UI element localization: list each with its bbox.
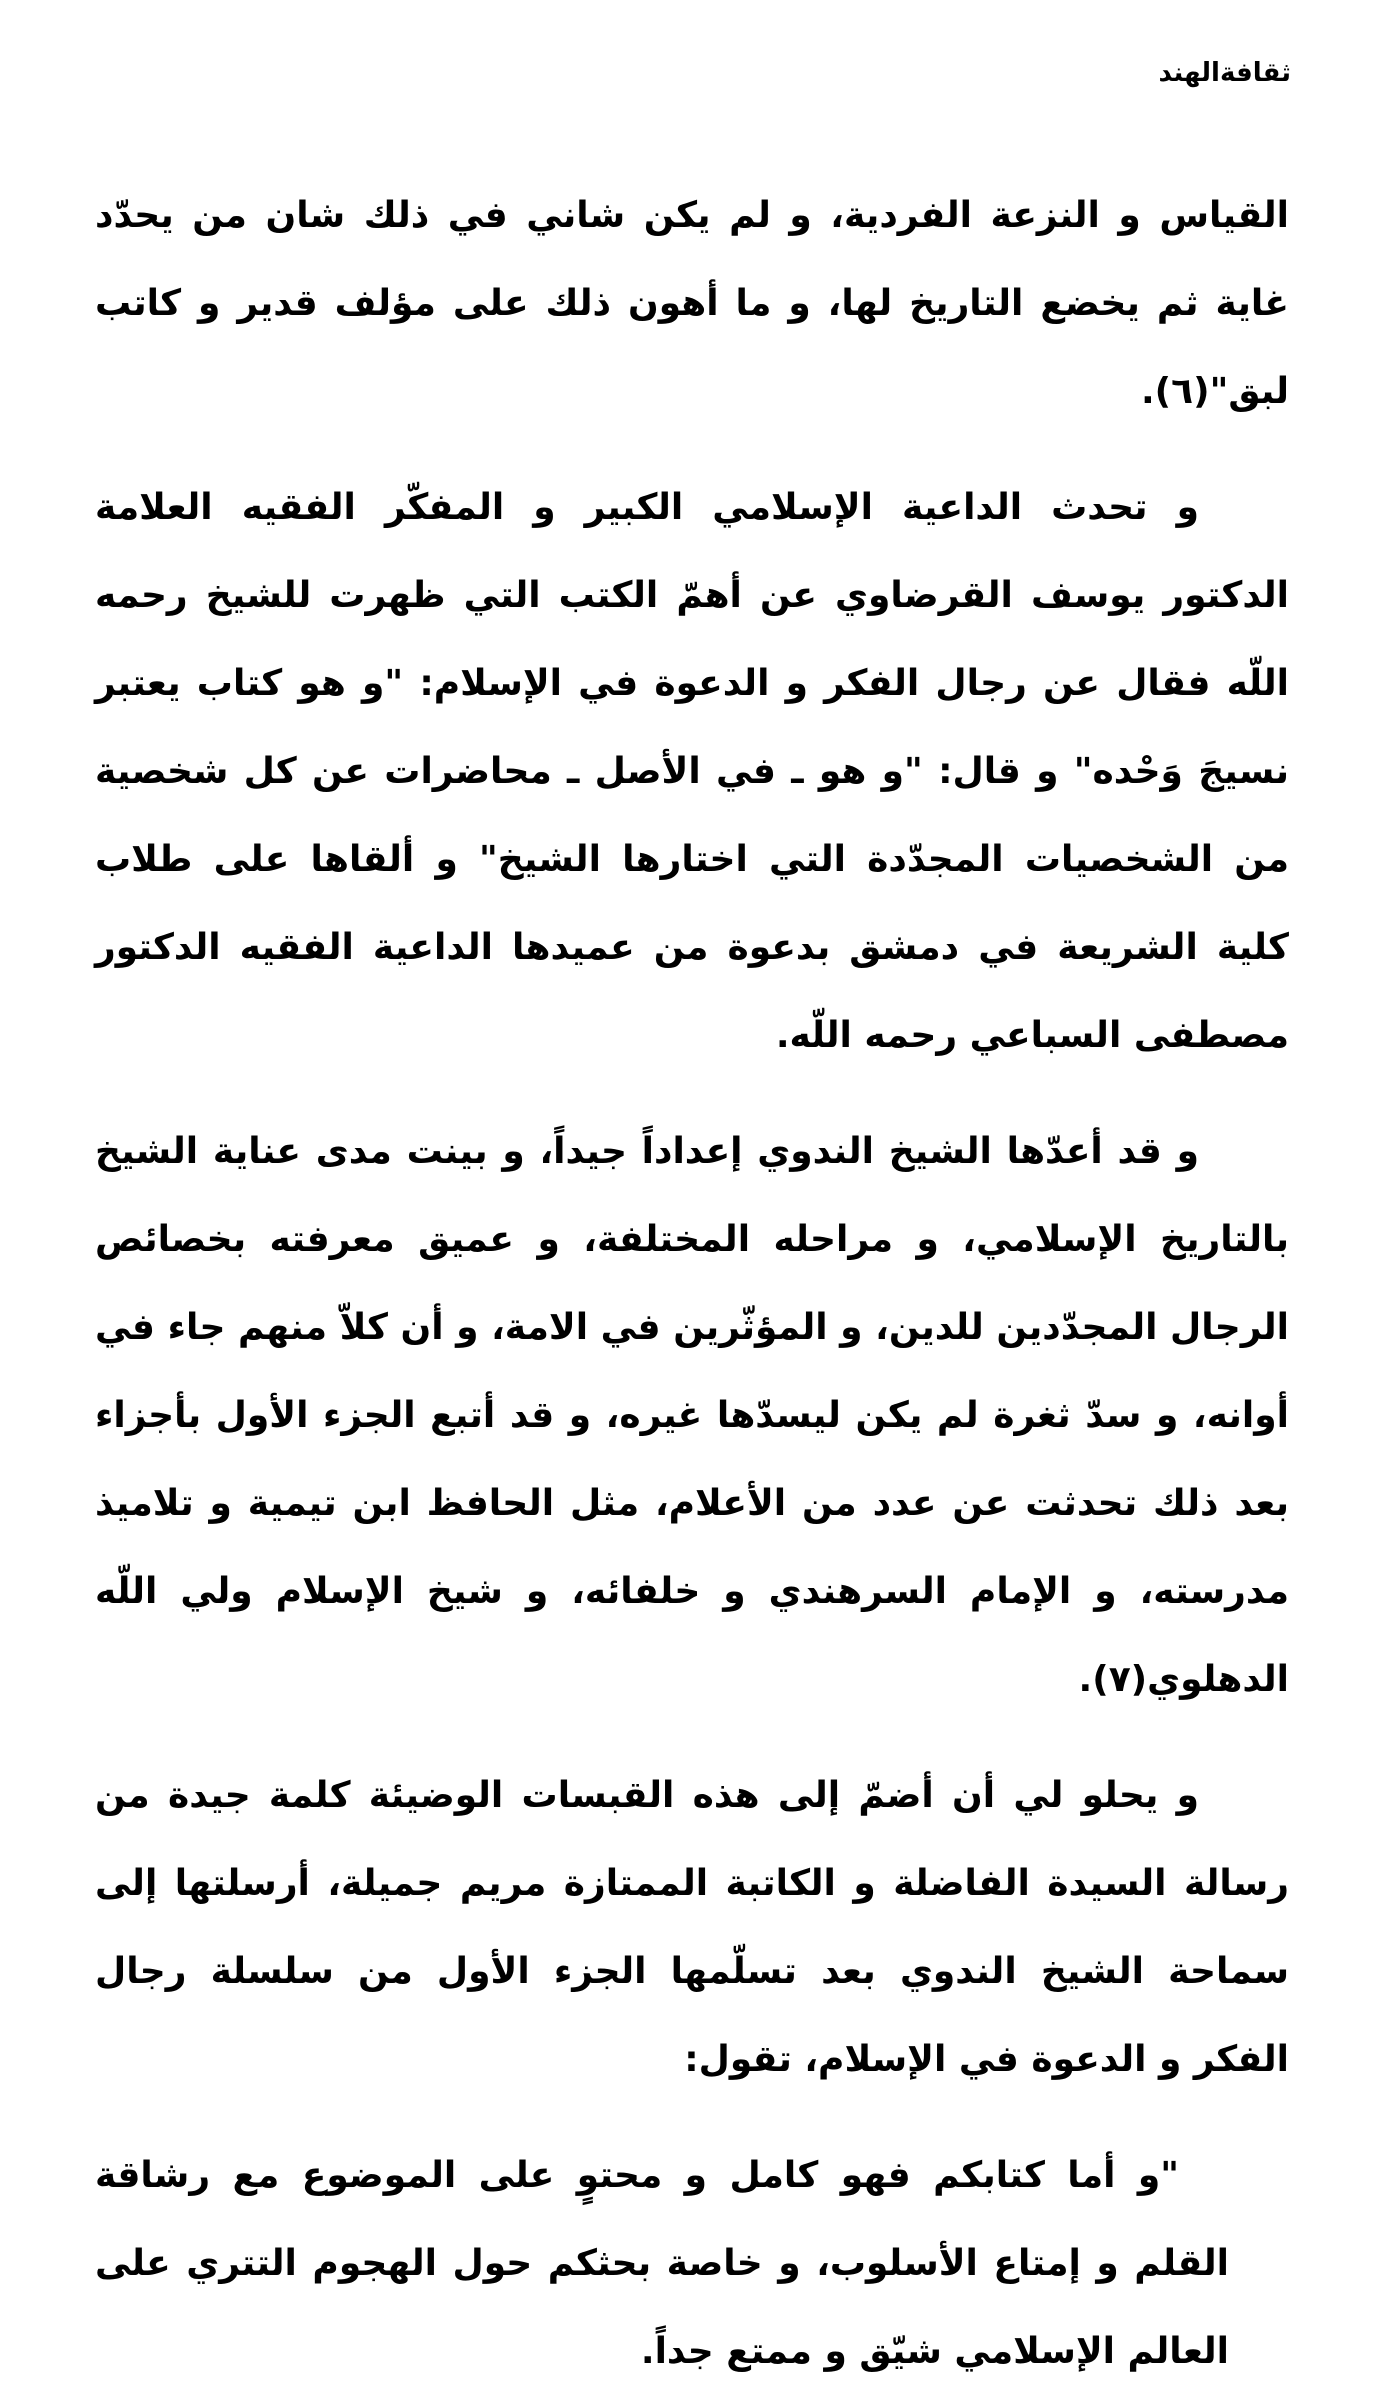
running-header: ثقافةالهند — [1158, 58, 1291, 88]
body-text — [95, 172, 1289, 2396]
block-quote: "و أما كتابكم فهو كامل و محتوٍ على الموضوع مع رشاقة القلم و إمتاع الأسلوب، و خاصة بحثكم حول الهجوم التتري على العالم الإسلامي شيّق و ممتع جداً. — [95, 2155, 1229, 2372]
paragraph-1: القياس و النزعة الفردية، و لم يكن شاني في ذلك شان من يحدّد غاية ثم يخضع التاريخ لها، و ما أهون ذلك على مؤلف قدير و كاتب لبق"(٦). — [95, 195, 1289, 412]
paragraph-4: و يحلو لي أن أضمّ إلى هذه القبسات الوضيئة كلمة جيدة من رسالة السيدة الفاضلة و الكاتبة الممتازة مريم جميلة، أرسلتها إلى سماحة الشيخ الندوي بعد تسلّمها الجزء الأول من سلسلة رجال الفكر و الدعوة في الإسلام، تقول: — [95, 1775, 1289, 2080]
paragraph-3: و قد أعدّها الشيخ الندوي إعداداً جيداً، و بينت مدى عناية الشيخ بالتاريخ الإسلامي، و مراحله المختلفة، و عميق معرفته بخصائص الرجال المجدّدين للدين، و المؤثّرين في الامة، و أن كلاّ منهم جاء في أوانه، و سدّ ثغرة لم يكن ليسدّها غيره، و قد أتبع الجزء الأول بأجزاء بعد ذلك تحدثت عن عدد من الأعلام، مثل الحافظ ابن تيمية و تلاميذ مدرسته، و الإمام السرهندي و خلفائه، و شيخ الإسلام ولي اللّه الدهلوي(٧). — [95, 1131, 1289, 1700]
paragraph-2: و تحدث الداعية الإسلامي الكبير و المفكّر الفقيه العلامة الدكتور يوسف القرضاوي عن أهمّ الكتب التي ظهرت للشيخ رحمه اللّه فقال عن رجال الفكر و الدعوة في الإسلام: "و هو كتاب يعتبر نسيجَ وَحْده" و قال: "و هو ـ في الأصل ـ محاضرات عن كل شخصية من الشخصيات المجدّدة التي اختارها الشيخ" و ألقاها على طلاب كلية الشريعة في دمشق بدعوة من عميدها الداعية الفقيه الدكتور مصطفى السباعي رحمه اللّه. — [95, 487, 1289, 1056]
